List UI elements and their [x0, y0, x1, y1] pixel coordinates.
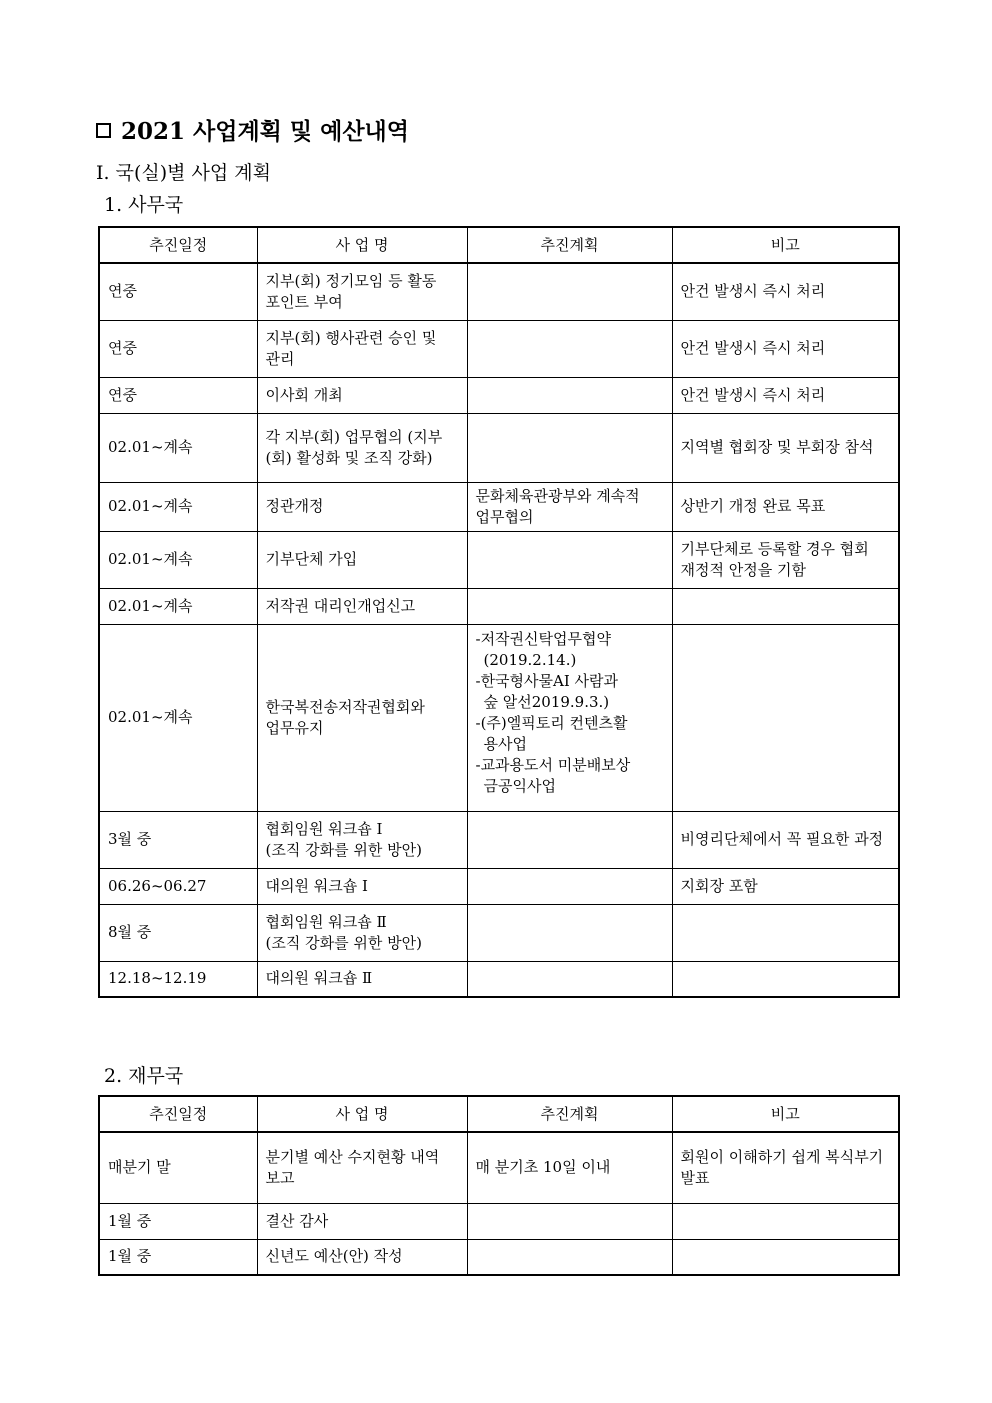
header-note: 비고 — [672, 227, 899, 263]
header-project: 사 업 명 — [257, 1096, 467, 1132]
cell-note: 지회장 포함 — [672, 868, 899, 904]
plan-line: -(주)엘픽토리 컨텐츠활 — [475, 713, 628, 732]
cell-project: 신년도 예산(안) 작성 — [257, 1239, 467, 1275]
plan-line: 금공익사업 — [483, 776, 556, 795]
cell-schedule: 8월 중 — [99, 904, 257, 961]
cell-schedule: 06.26~06.27 — [99, 868, 257, 904]
cell-project: 이사회 개최 — [257, 377, 467, 413]
plan-line: 용사업 — [483, 734, 527, 753]
cell-schedule: 연중 — [99, 377, 257, 413]
table-row — [99, 811, 899, 868]
cell-schedule: 02.01~계속 — [99, 531, 257, 588]
table-row — [99, 588, 899, 624]
finance-plan-table — [98, 1095, 900, 1276]
main-title — [96, 113, 409, 146]
table-row — [99, 377, 899, 413]
cell-plan — [467, 1239, 672, 1275]
cell-plan — [467, 811, 672, 868]
subsection-title-finance: 2. 재무국 — [104, 1065, 184, 1087]
cell-project: 분기별 예산 수지현황 내역 보고 — [257, 1132, 467, 1203]
plan-line: -저작권신탁업무협약 — [475, 629, 611, 648]
header-schedule: 추진일정 — [99, 1096, 257, 1132]
main-title-text: 2021 사업계획 및 예산내역 — [121, 118, 409, 145]
subsection-title-secretariat: 1. 사무국 — [104, 194, 184, 216]
table-row — [99, 413, 899, 482]
cell-plan — [467, 1132, 672, 1203]
cell-note: 안건 발생시 즉시 처리 — [672, 377, 899, 413]
cell-schedule: 02.01~계속 — [99, 588, 257, 624]
plan-line: -한국형사물AI 사람과 — [475, 671, 619, 690]
cell-plan — [467, 868, 672, 904]
checkbox-icon — [96, 123, 111, 138]
header-note: 비고 — [672, 1096, 899, 1132]
cell-note — [672, 624, 899, 811]
cell-project: 한국복전송저작권협회와 업무유지 — [257, 624, 467, 811]
cell-project: 지부(회) 정기모임 등 활동 포인트 부여 — [257, 263, 467, 320]
cell-schedule: 연중 — [99, 320, 257, 377]
cell-note: 기부단체로 등록할 경우 협회 재정적 안정을 기함 — [672, 531, 899, 588]
table-row — [99, 624, 899, 811]
header-plan: 추진계획 — [467, 1096, 672, 1132]
cell-plan — [467, 904, 672, 961]
table-row — [99, 482, 899, 531]
secretariat-plan-table — [98, 226, 900, 998]
cell-schedule: 1월 중 — [99, 1239, 257, 1275]
plan-line: (2019.2.14.) — [483, 650, 577, 669]
cell-note: 안건 발생시 즉시 처리 — [672, 320, 899, 377]
cell-schedule: 12.18~12.19 — [99, 961, 257, 997]
table-row — [99, 961, 899, 997]
table-row — [99, 320, 899, 377]
cell-note: 회원이 이해하기 쉽게 복식부기 발표 — [672, 1132, 899, 1203]
cell-plan — [467, 263, 672, 320]
table-row — [99, 531, 899, 588]
cell-plan — [467, 377, 672, 413]
cell-note — [672, 588, 899, 624]
cell-project: 정관개정 — [257, 482, 467, 531]
table-row — [99, 1132, 899, 1203]
cell-note — [672, 1239, 899, 1275]
cell-note — [672, 961, 899, 997]
cell-schedule: 3월 중 — [99, 811, 257, 868]
table-header-row — [99, 1096, 899, 1132]
cell-note: 비영리단체에서 꼭 필요한 과정 — [672, 811, 899, 868]
cell-project: 협회임원 워크숍 Ⅰ (조직 강화를 위한 방안) — [257, 811, 467, 868]
cell-plan — [467, 588, 672, 624]
cell-project: 결산 감사 — [257, 1203, 467, 1239]
cell-project: 기부단체 가입 — [257, 531, 467, 588]
cell-schedule: 연중 — [99, 263, 257, 320]
cell-note: 안건 발생시 즉시 처리 — [672, 263, 899, 320]
cell-project: 대의원 워크숍 Ⅰ — [257, 868, 467, 904]
cell-plan — [467, 320, 672, 377]
cell-plan — [467, 413, 672, 482]
cell-plan — [467, 1203, 672, 1239]
header-plan: 추진계획 — [467, 227, 672, 263]
table-row — [99, 1239, 899, 1275]
cell-plan — [467, 961, 672, 997]
cell-project: 각 지부(회) 업무협의 (지부(회) 활성화 및 조직 강화) — [257, 413, 467, 482]
header-project: 사 업 명 — [257, 227, 467, 263]
table-row — [99, 904, 899, 961]
table-row — [99, 868, 899, 904]
table-row — [99, 263, 899, 320]
cell-note — [672, 904, 899, 961]
cell-plan — [467, 531, 672, 588]
plan-line: 문화체육관광부와 계속적 업무협의 — [475, 486, 640, 526]
cell-project: 대의원 워크숍 Ⅱ — [257, 961, 467, 997]
table-row — [99, 1203, 899, 1239]
plan-line: -교과용도서 미분배보상 — [475, 755, 631, 774]
cell-schedule: 02.01~계속 — [99, 482, 257, 531]
cell-project: 저작권 대리인개업신고 — [257, 588, 467, 624]
header-schedule: 추진일정 — [99, 227, 257, 263]
cell-schedule: 매분기 말 — [99, 1132, 257, 1203]
cell-schedule: 02.01~계속 — [99, 413, 257, 482]
plan-line: 매 분기초 10일 이내 — [475, 1158, 611, 1177]
cell-schedule: 02.01~계속 — [99, 624, 257, 811]
cell-note: 상반기 개정 완료 목표 — [672, 482, 899, 531]
cell-schedule: 1월 중 — [99, 1203, 257, 1239]
cell-note — [672, 1203, 899, 1239]
cell-plan — [467, 482, 672, 531]
section-title: Ⅰ. 국(실)별 사업 계획 — [96, 162, 271, 184]
cell-note: 지역별 협회장 및 부회장 참석 — [672, 413, 899, 482]
table-header-row — [99, 227, 899, 263]
plan-line: 숲 알선2019.9.3.) — [483, 692, 610, 711]
cell-project: 협회임원 워크숍 Ⅱ (조직 강화를 위한 방안) — [257, 904, 467, 961]
cell-plan — [467, 624, 672, 811]
cell-project: 지부(회) 행사관련 승인 및 관리 — [257, 320, 467, 377]
